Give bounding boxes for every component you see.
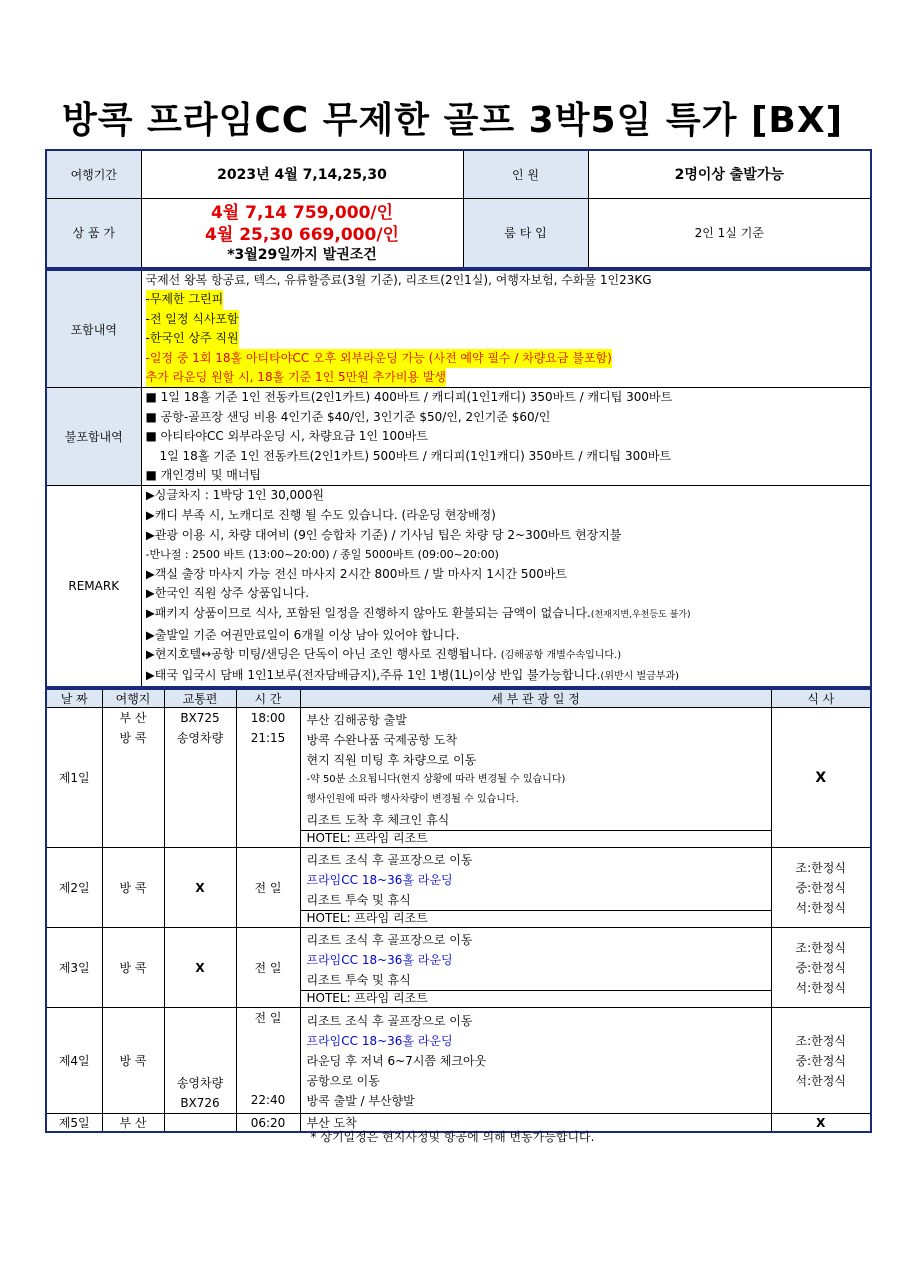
meal-cell [771, 1008, 871, 1114]
hotel-line: HOTEL: 프라임 리조트 [301, 990, 771, 1006]
detail-line: 부산 김해공항 출발 [306, 712, 407, 727]
place-item: 방 콕 [102, 1008, 164, 1114]
included-line: 추가 라운딩 원할 시, 18홀 기준 1인 5만원 추가비용 발생 [146, 368, 447, 387]
detail-line: 프라임CC 18~36홀 라운딩 [306, 952, 453, 967]
header-time: 시 간 [236, 689, 300, 708]
price-label: 상 품 가 [46, 198, 141, 268]
detail-cell [300, 848, 771, 928]
transport-item: X [164, 848, 236, 928]
transport-item: BX725 [180, 711, 220, 726]
place-item: 방 콕 [102, 848, 164, 928]
place-item: 방 콕 [102, 928, 164, 1008]
period-value: 2023년 4월 7,14,25,30 [141, 150, 463, 198]
day-label: 제4일 [46, 1008, 102, 1114]
remark-line: ▶캐디 부족 시, 노캐디로 진행 될 수도 있습니다. (라운딩 현장배정) [145, 508, 496, 523]
transport-item: X [164, 928, 236, 1008]
excluded-label: 불포함내역 [46, 388, 141, 486]
meal-item: 중:한정식 [795, 960, 846, 975]
day-label: 제5일 [46, 1114, 102, 1133]
included-label: 포함내역 [46, 270, 141, 388]
transport-item: 송영차량 [176, 731, 224, 746]
header-place: 여행지 [102, 689, 164, 708]
remark-note: (김해공항 개별수속입니다.) [500, 650, 622, 662]
remark-note: (위반시 벌금부과) [600, 670, 680, 682]
detail-cell [300, 928, 771, 1008]
meal-item: 중:한정식 [795, 880, 846, 895]
excluded-cell [141, 388, 871, 486]
transport-cell [164, 1008, 236, 1114]
remark-line: ▶현지호텔↔공항 미팅/샌딩은 단독이 아닌 조인 행사로 진행됩니다. [145, 647, 497, 662]
day-label: 제1일 [46, 708, 102, 848]
excluded-line: 1일 18홀 기준 1인 전동카트(2인1카트) 500바트 / 캐디피(1인1캐디) 350바트 / 캐디팁 300바트 [159, 448, 672, 463]
included-line: -전 일정 식사포함 [146, 310, 239, 329]
meal-item: 석:한정식 [795, 900, 846, 915]
remark-line: ▶관광 이용 시, 차량 대여비 (9인 승합차 기준) / 기사님 팁은 차량 당 2~300바트 현장지불 [145, 527, 622, 542]
included-line: 국제선 왕복 항공료, 텍스, 유류할증료(3월 기준), 리조트(2인1실), 여행자보험, 수화물 1인23KG [145, 273, 652, 287]
remark-line: ▶패키지 상품이므로 식사, 포함된 일정을 진행하지 않아도 환불되는 금액이 없습니다. [145, 606, 591, 621]
price-note: *3월29일까지 발권조건 [227, 246, 377, 263]
detail-line: 리조트 투숙 및 휴식 [306, 892, 411, 907]
people-label: 인 원 [463, 150, 588, 198]
table-row [46, 708, 871, 848]
place-item: 부 산 [119, 711, 147, 726]
price-line-2: 4월 25,30 669,000/인 [205, 224, 399, 245]
price-line-1: 4월 7,14 759,000/인 [210, 202, 394, 223]
time-item: 전 일 [236, 848, 300, 928]
detail-cell [300, 1008, 771, 1114]
itinerary-document [45, 149, 872, 1133]
time-item: 21:15 [250, 731, 286, 746]
detail-line: 방콕 수완나품 국제공항 도착 [306, 732, 458, 747]
summary-table [45, 149, 872, 269]
detail-line: 리조트 조식 후 골프장으로 이동 [306, 1013, 473, 1028]
time-item: 06:20 [236, 1114, 300, 1133]
place-item: 방 콕 [119, 731, 147, 746]
time-cell [236, 708, 300, 848]
detail-line: 부산 도착 [300, 1114, 771, 1133]
detail-line: 리조트 도착 후 체크인 휴식 [306, 812, 450, 827]
meal-item: 석:한정식 [795, 1073, 846, 1088]
remark-line: ▶출발일 기준 여권만료일이 6개월 이상 남아 있어야 합니다. [145, 627, 460, 642]
included-line: -무제한 그린피 [146, 290, 224, 309]
included-cell [141, 270, 871, 388]
place-cell [102, 708, 164, 848]
header-meal: 식 사 [771, 689, 871, 708]
footer-note: * 상기일정은 현지사정및 항공에 의해 변동가능합니다. [310, 1130, 595, 1144]
schedule-header [46, 689, 871, 708]
period-label: 여행기간 [46, 150, 141, 198]
time-item: 전 일 [254, 1011, 282, 1026]
remark-line: ▶한국인 직원 상주 상품입니다. [145, 586, 310, 601]
detail-line: 라운딩 후 저녁 6~7시쯤 체크아웃 [306, 1053, 487, 1068]
meal-item: 조:한정식 [795, 860, 846, 875]
day-label: 제3일 [46, 928, 102, 1008]
detail-line: 방콕 출발 / 부산향발 [306, 1093, 415, 1108]
time-item: 18:00 [250, 711, 286, 726]
time-cell [236, 1008, 300, 1114]
excluded-line: ■ 공항-골프장 샌딩 비용 4인기준 $40/인, 3인기준 $50/인, 2인기준 $60/인 [145, 409, 551, 424]
meal-item: 중:한정식 [795, 1053, 846, 1068]
detail-line: 리조트 조식 후 골프장으로 이동 [306, 852, 473, 867]
remark-line: ▶객실 출장 마사지 가능 전신 마사지 2시간 800바트 / 발 마사지 1시간 500바트 [145, 566, 568, 581]
header-day: 날 짜 [46, 689, 102, 708]
detail-line: 리조트 조식 후 골프장으로 이동 [306, 932, 473, 947]
transport-cell [164, 708, 236, 848]
detail-line: 프라임CC 18~36홀 라운딩 [306, 872, 453, 887]
meal-item: X [771, 1114, 871, 1133]
detail-line: 행사인원에 따라 행사차량이 변경될 수 있습니다. [306, 793, 519, 805]
header-detail: 세 부 관 광 일 정 [300, 689, 771, 708]
detail-cell [300, 708, 771, 848]
room-label: 룸 타 입 [463, 198, 588, 268]
meal-item: 조:한정식 [795, 940, 846, 955]
meal-cell [771, 928, 871, 1008]
remark-line: -반나절 : 2500 바트 (13:00~20:00) / 종일 5000바트 (09:00~20:00) [145, 548, 499, 562]
table-row [46, 848, 871, 928]
hotel-line: HOTEL: 프라임 리조트 [301, 910, 771, 926]
time-item: 22:40 [250, 1093, 286, 1108]
remark-label: REMARK [46, 486, 141, 687]
excluded-line: ■ 1일 18홀 기준 1인 전동카트(2인1카트) 400바트 / 캐디피(1인1캐디) 350바트 / 캐디팁 300바트 [145, 390, 673, 405]
detail-line: -약 50분 소요됩니다(현지 상황에 따라 변경될 수 있습니다) [306, 773, 566, 785]
remark-cell [141, 486, 871, 687]
included-line: -한국인 상주 직원 [146, 329, 239, 348]
price-cell [141, 198, 463, 268]
schedule-table [45, 688, 872, 1133]
meal-cell [771, 848, 871, 928]
day-label: 제2일 [46, 848, 102, 928]
header-transport: 교통편 [164, 689, 236, 708]
room-value: 2인 1실 기준 [588, 198, 871, 268]
time-item: 전 일 [236, 928, 300, 1008]
transport-item: 송영차량 [176, 1076, 224, 1091]
detail-line: 현지 직원 미팅 후 차량으로 이동 [306, 752, 477, 767]
people-value: 2명이상 출발가능 [588, 150, 871, 198]
meal-item: X [815, 769, 827, 786]
hotel-line: HOTEL: 프라임 리조트 [301, 830, 771, 846]
excluded-line: ■ 아티타야CC 외부라운딩 시, 차량요금 1인 100바트 [145, 429, 428, 444]
remark-line: ▶싱글차지 : 1박당 1인 30,000원 [145, 488, 325, 503]
page-title: 방콕 프라임CC 무제한 골프 3박5일 특가 [BX] [61, 100, 844, 141]
detail-line: 공항으로 이동 [306, 1073, 380, 1088]
transport-item: BX726 [180, 1096, 220, 1111]
meal-item: 조:한정식 [795, 1033, 846, 1048]
place-item: 부 산 [102, 1114, 164, 1133]
meal-item: 석:한정식 [795, 980, 846, 995]
remark-note: (천재지변,우천등도 불가) [590, 610, 691, 621]
excluded-line: ■ 개인경비 및 매너팁 [145, 468, 262, 483]
meal-cell [771, 708, 871, 848]
detail-line: 리조트 투숙 및 휴식 [306, 972, 411, 987]
included-line: -일정 중 1회 18홀 아티타야CC 오후 외부라운딩 가능 (사전 예약 필수 / 차량요금 불포함) [146, 349, 612, 368]
table-row [46, 1008, 871, 1114]
info-table [45, 269, 872, 688]
remark-line: ▶태국 입국시 담배 1인1보루(전자담배금지),주류 1인 1병(1L)이상 반입 불가능합니다. [145, 667, 601, 682]
table-row [46, 928, 871, 1008]
detail-line: 프라임CC 18~36홀 라운딩 [306, 1033, 453, 1048]
